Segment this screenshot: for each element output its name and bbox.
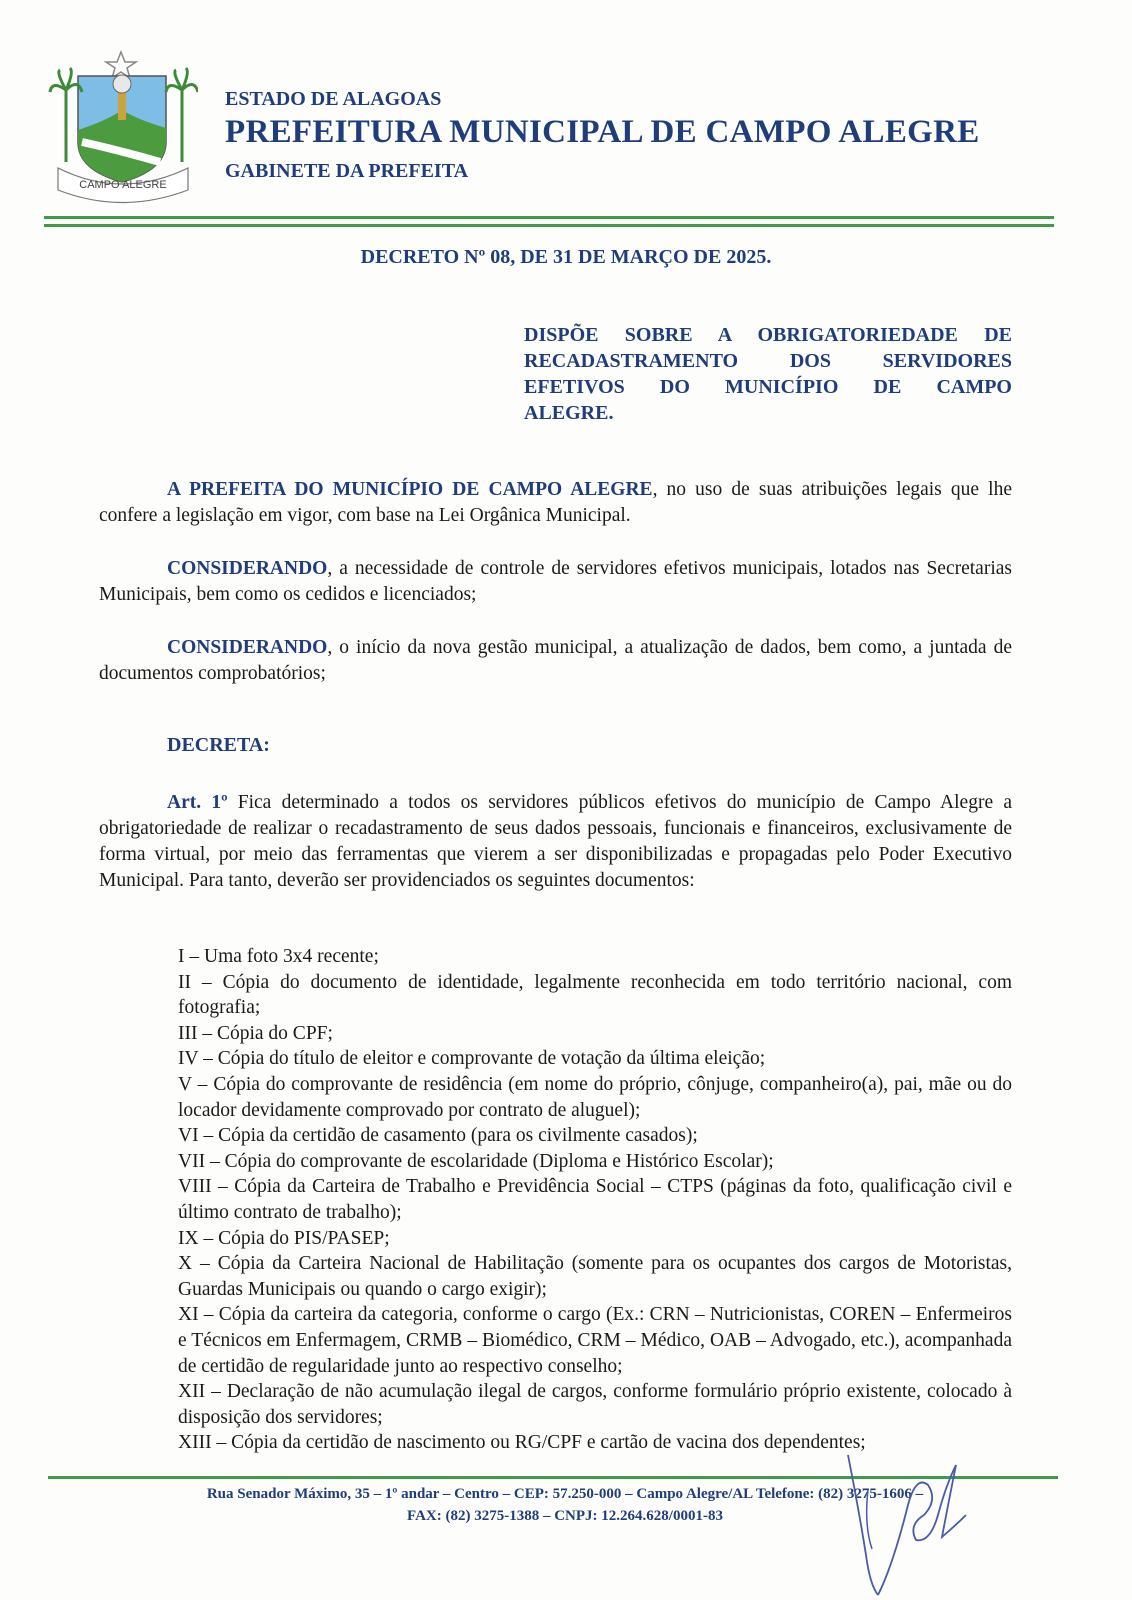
article-1-label: Art. 1º xyxy=(167,792,228,813)
considerando-paragraph-2 xyxy=(99,635,1012,687)
footer-line-1: Rua Senador Máximo, 35 – 1º andar – Centro – CEP: 57.250-000 – Campo Alegre/AL Telefone: (82) 3275-1606 – xyxy=(206,1486,924,1502)
coat-of-arms-logo xyxy=(48,50,198,210)
logo-ribbon-text: CAMPO ALEGRE xyxy=(79,179,167,191)
header-divider-bottom xyxy=(44,224,1054,227)
list-item: IV – Cópia do título de eleitor e comprovante de votação da última eleição; xyxy=(178,1048,766,1070)
intro-paragraph xyxy=(99,477,1012,529)
article-1 xyxy=(99,790,1012,894)
list-item: XIII – Cópia da certidão de nascimento ou RG/CPF e cartão de vacina dos dependentes; xyxy=(178,1432,866,1454)
ementa-line: EFETIVOS DO MUNICÍPIO DE CAMPO xyxy=(524,376,1012,398)
considerando-text: , o início da nova gestão municipal, a atualização de dados, bem como, a juntada de documentos comprobatórios; xyxy=(99,637,1012,684)
decree-title: DECRETO Nº 08, DE 31 DE MARÇO DE 2025. xyxy=(360,246,772,268)
decree-ementa xyxy=(524,322,1012,426)
list-item: VII – Cópia do comprovante de escolaridade (Diploma e Histórico Escolar); xyxy=(178,1150,774,1172)
considerando-text: , a necessidade de controle de servidores efetivos municipais, lotados nas Secretarias Municipais, bem como os cedidos e licenciados; xyxy=(99,558,1012,605)
footer-line-2: FAX: (82) 3275-1388 – CNPJ: 12.264.628/0001-83 xyxy=(407,1508,723,1524)
ementa-line: ALEGRE. xyxy=(524,402,614,424)
list-item: X – Cópia da Carteira Nacional de Habilitação (somente para os ocupantes dos cargos de Motoristas, Guardas Municipais ou quando o cargo exigir); xyxy=(178,1253,1012,1300)
considerando-label: CONSIDERANDO xyxy=(167,558,328,579)
intro-text: , no uso de suas atribuições legais que lhe confere a legislação em vigor, com base na Lei Orgânica Municipal. xyxy=(99,479,1012,526)
handwritten-signature xyxy=(838,1445,988,1600)
list-item: IX – Cópia do PIS/PASEP; xyxy=(178,1227,390,1249)
list-item: VI – Cópia da certidão de casamento (para os civilmente casados); xyxy=(178,1125,698,1147)
article-1-text: Fica determinado a todos os servidores públicos efetivos do município de Campo Alegre a obrigatoriedade de realizar o recadastramento de seus dados pessoais, funcionais e financeiros, exclusivamente de forma virtual, por meio das ferramentas que vierem a ser disponibilizadas e propagadas pelo Poder Executivo Municipal. Para tanto, deverão ser providenciados os seguintes documentos: xyxy=(99,792,1012,891)
considerando-paragraph-1 xyxy=(99,556,1012,608)
list-item: VIII – Cópia da Carteira de Trabalho e Previdência Social – CTPS (páginas da foto, qualificação civil e último contrato de trabalho); xyxy=(178,1176,1012,1223)
list-item: II – Cópia do documento de identidade, legalmente reconhecida em todo território nacional, com fotografia; xyxy=(178,971,1012,1019)
document-list xyxy=(178,944,1012,1456)
list-item: V – Cópia do comprovante de residência (em nome do próprio, cônjuge, companheiro(a), pai, mãe ou do locador devidamente comprovado por contrato de aluguel); xyxy=(178,1073,1012,1121)
ementa-line: RECADASTRAMENTO DOS SERVIDORES xyxy=(524,350,1012,372)
header-divider-top xyxy=(44,216,1054,219)
list-item: I – Uma foto 3x4 recente; xyxy=(178,946,379,967)
state-name: ESTADO DE ALAGOAS xyxy=(225,88,442,110)
considerando-label: CONSIDERANDO xyxy=(167,637,328,658)
office-name: GABINETE DA PREFEITA xyxy=(225,160,469,182)
ementa-line: DISPÕE SOBRE A OBRIGATORIEDADE DE xyxy=(524,324,1012,346)
decreta-heading: DECRETA: xyxy=(167,734,270,756)
list-item: XII – Declaração de não acumulação ilegal de cargos, conforme formulário próprio existente, colocado à disposição dos servidores; xyxy=(178,1381,1012,1428)
list-item: III – Cópia do CPF; xyxy=(178,1022,333,1044)
list-item: XI – Cópia da carteira da categoria, conforme o cargo (Ex.: CRN – Nutricionistas, COREN – Enfermeiros e Técnicos em Enfermagem, CRMB – Biomédico, CRM – Médico, OAB – Advogado, etc.), acompanhada de certidão de regularidade junto ao respectivo conselho; xyxy=(178,1304,1012,1377)
prefecture-name: PREFEITURA MUNICIPAL DE CAMPO ALEGRE xyxy=(225,114,980,150)
intro-bold: A PREFEITA DO MUNICÍPIO DE CAMPO ALEGRE xyxy=(167,479,653,500)
